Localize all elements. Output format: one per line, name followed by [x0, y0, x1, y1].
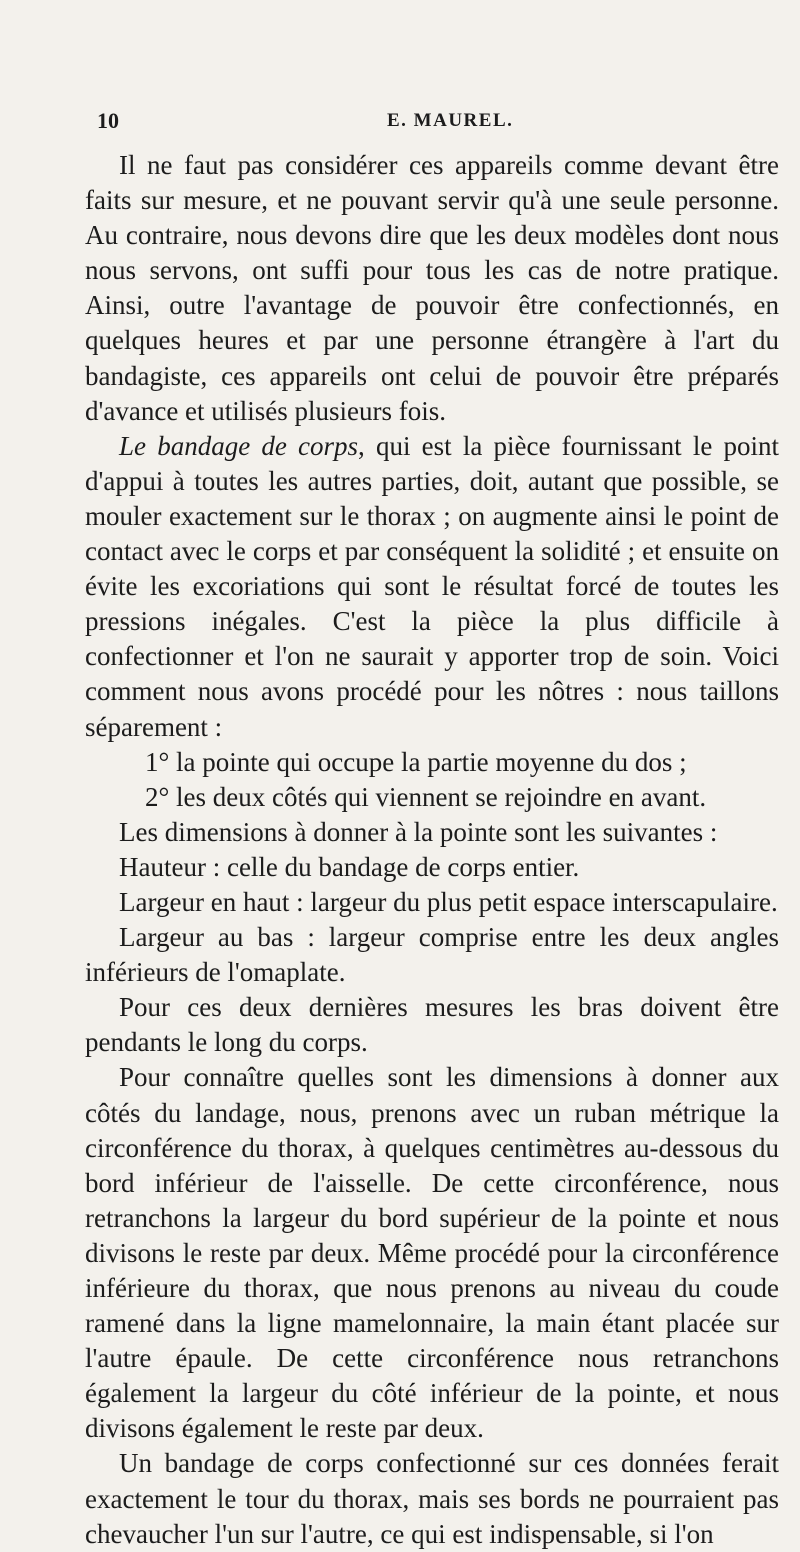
page-header	[97, 108, 697, 138]
paragraph	[85, 429, 779, 745]
paragraph	[85, 815, 779, 850]
paragraph	[85, 990, 779, 1060]
text-run: Largeur en haut : largeur du plus petit espace interscapulaire.	[119, 886, 778, 917]
page-number: 10	[97, 108, 119, 133]
body-text	[85, 148, 779, 1552]
italic-text: Le bandage de corps	[119, 430, 359, 461]
paragraph	[85, 1060, 779, 1446]
text-run: Pour connaître quelles sont les dimensions à donner aux côtés du landage, nous, prenons avec un ruban métrique la circonférence du thorax, à quelques centimètres au-dessous du bord inférieur de l'aisselle. De cette circonférence, nous retranchons la largeur du bord supérieur de la pointe et nous divisons le reste par deux. Même procédé pour la circonférence inférieure du thorax, que nous prenons au niveau du coude ramené dans la ligne mamelonnaire, la main étant placée sur l'autre épaule. De cette circonférence nous retranchons également la largeur du côté inférieur de la pointe, et nous divisons également le reste par deux.	[85, 1062, 779, 1444]
paragraph	[85, 148, 779, 429]
paragraph	[85, 850, 779, 885]
text-run: 2° les deux côtés qui viennent se rejoindre en avant.	[145, 781, 707, 812]
text-run: Pour ces deux dernières mesures les bras doivent être pendants le long du corps.	[85, 992, 779, 1058]
text-run: Un bandage de corps confectionné sur ces données ferait exactement le tour du thorax, mais ses bords ne pourraient pas chevaucher l'un sur l'autre, ce qui est indispensable, si l'on	[85, 1448, 779, 1549]
text-run: Il ne faut pas considérer ces appareils comme devant être faits sur mesure, et ne pouvant servir qu'à une seule personne. Au contraire, nous devons dire que les deux modèles dont nous nous servons, ont suffi pour tous les cas de notre pratique. Ainsi, outre l'avantage de pouvoir être confectionnés, en quelques heures et par une personne étrangère à l'art du bandagiste, ces appareils ont celui de pouvoir être préparés d'avance et utilisés plusieurs fois.	[85, 150, 779, 426]
text-run: 1° la pointe qui occupe la partie moyenne du dos ;	[145, 746, 687, 777]
paragraph	[85, 780, 779, 815]
text-run: , qui est la pièce fournissant le point d'appui à toutes les autres parties, doit, autant que possible, se mouler exactement sur le thorax ; on augmente ainsi le point de contact avec le corps et par conséquent la solidité ; et ensuite on évite les excoriations qui sont le résultat forcé de toutes les pressions inégales. C'est la pièce la plus difficile à confectionner et l'on ne saurait y apporter trop de soin. Voici comment nous avons procédé pour les nôtres : nous taillons séparement :	[85, 430, 779, 742]
text-run: Les dimensions à donner à la pointe sont les suivantes :	[119, 816, 718, 847]
paragraph	[85, 745, 779, 780]
paragraph	[85, 885, 779, 920]
paragraph	[85, 920, 779, 990]
paragraph	[85, 1446, 779, 1551]
text-run: Hauteur : celle du bandage de corps entier.	[119, 851, 580, 882]
running-head: E. MAUREL.	[387, 110, 514, 131]
text-run: Largeur au bas : largeur comprise entre les deux angles inférieurs de l'omaplate.	[85, 922, 779, 988]
